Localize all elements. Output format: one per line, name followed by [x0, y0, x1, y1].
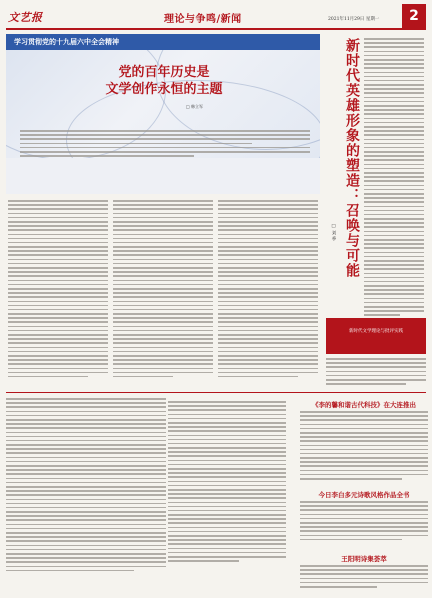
- article-2-headline: 今日李白多元诗歌风格作品全书: [318, 491, 410, 499]
- lower-left-article: [6, 398, 166, 571]
- article-1-headline: 《李的馨和谐古代科技》在大连推出: [312, 401, 416, 409]
- feature-banner: [6, 34, 320, 50]
- vertical-byline: □ 刘 季: [331, 224, 336, 241]
- masthead: [6, 6, 426, 30]
- promo-text: 新时代文学理论与批评实践: [349, 329, 403, 334]
- middle-article: [168, 398, 286, 562]
- lower-right-article-1: [300, 400, 428, 480]
- feature-byline: □ 韩立军: [186, 104, 204, 109]
- body-column-1: [8, 200, 108, 377]
- body-column-3: [218, 200, 318, 377]
- lower-right-article-3: [300, 554, 428, 588]
- middle-article-text: [168, 401, 286, 562]
- headline-line-1: 党的百年历史是: [118, 65, 210, 80]
- feature-headline: [64, 64, 264, 98]
- article-2-text: [300, 501, 428, 540]
- article-1-text: [300, 411, 428, 480]
- vertical-headline: 新时代英雄形象的塑造：召唤与可能: [344, 38, 360, 278]
- article-3-text: [300, 565, 428, 588]
- article-3-headline: 王阳明诗集荟萃: [341, 555, 387, 563]
- issue-date: 2021年11月29日 星期一: [328, 17, 380, 22]
- page-number: 2: [402, 4, 426, 28]
- right-column-article: [322, 34, 426, 316]
- lower-right-article-2: [300, 490, 428, 540]
- section-divider: [6, 392, 426, 393]
- newspaper-logo: 文艺报: [8, 11, 43, 24]
- headline-line-2: 文学创作永恒的主题: [105, 82, 223, 97]
- body-column-2: [113, 200, 213, 377]
- feature-article: [6, 34, 320, 194]
- promo-banner: [326, 318, 426, 354]
- banner-text: 学习贯彻党的十九届六中全会精神: [14, 38, 119, 46]
- feature-lede: [20, 130, 310, 157]
- section-title: 理论与争鸣/新闻: [164, 14, 242, 25]
- right-lower-text: [326, 358, 426, 385]
- right-column-text: [364, 38, 424, 316]
